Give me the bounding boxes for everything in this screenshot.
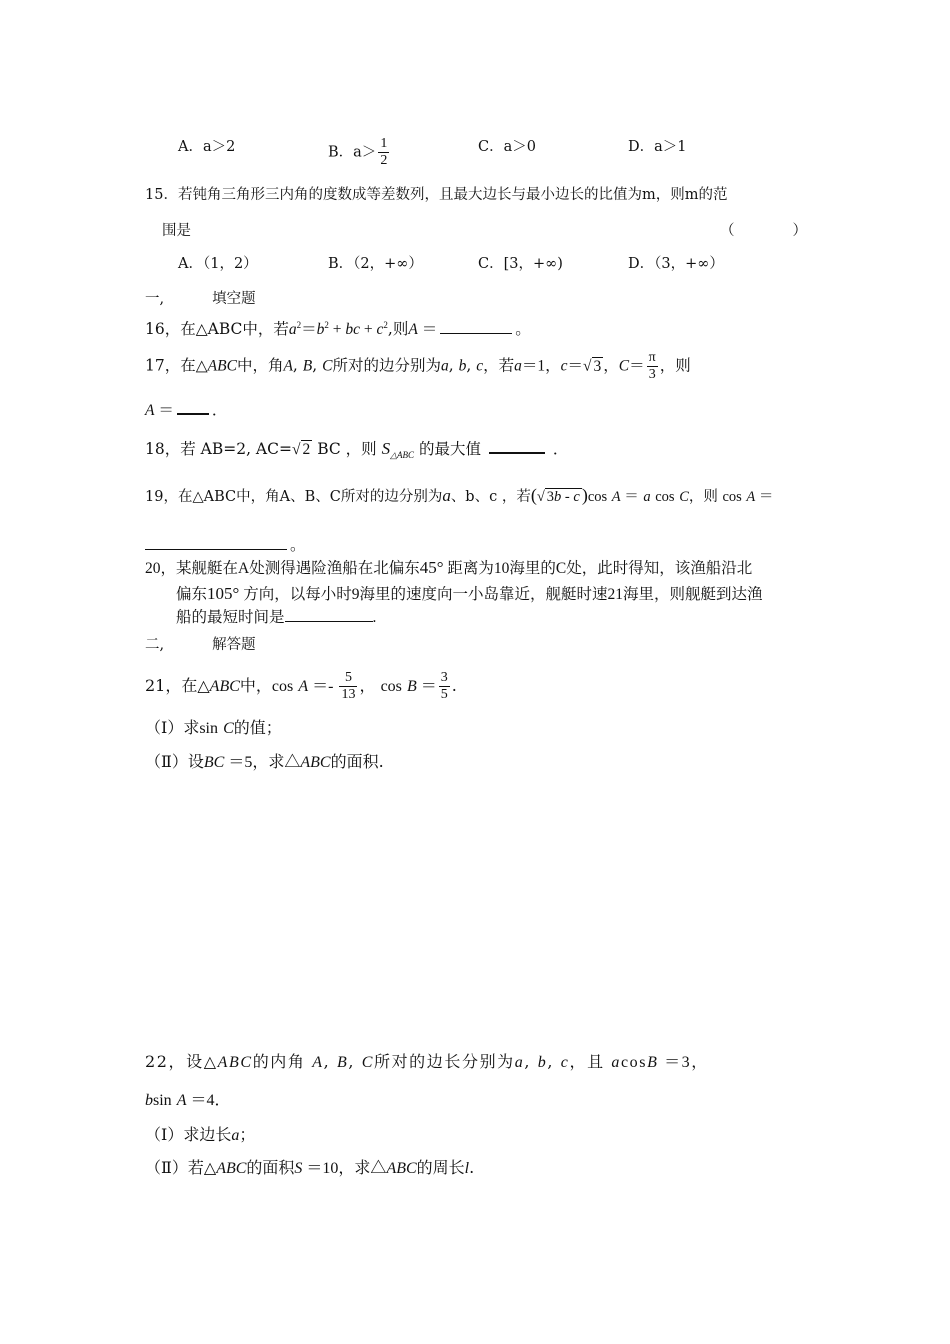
q15-option-d: D．（3，+∞）	[628, 256, 724, 272]
q14-option-b: B．a＞ $\frac{1}{2}$	[328, 136, 388, 168]
q20-line1: 20，某舰艇在A处测得遇险渔船在北偏东45° 距离为10海里的C处，此时得知，该渔船沿北	[145, 558, 753, 577]
answer-blank	[177, 412, 209, 415]
answer-blank	[440, 332, 512, 334]
q17-line2: A ＝ ．	[145, 401, 228, 419]
q19-line1: 19，在△ABC中，角A、B、C所对的边分别为a、b、c ，若(√ 3b - c )cos A ＝ a cos C，则 cos A ＝	[145, 485, 774, 505]
answer-blank	[145, 548, 287, 550]
q15-option-c: C．[3，+∞)	[478, 256, 563, 272]
q20-line2: 偏东105° 方向，以每小时9海里的速度向一小岛靠近，舰艇时速21海里，则舰艇到达渔	[176, 584, 763, 603]
q21-part1: （Ⅰ）求sin C的值；	[145, 718, 282, 737]
fraction-pi-over-three: $\frac{\pi}{3}$	[648, 350, 656, 382]
q14-option-d: D．a＞1	[628, 139, 687, 155]
q21-part2: （Ⅱ）设BC ＝5，求△ABC的面积.	[145, 752, 384, 771]
q18-line: 18，若 AB=2, AC=√ 2 BC ，则 $S_{\triangle ABC}$ 的最大值 ．	[145, 439, 569, 461]
q21-line: 21，在△ABC中，cos A ＝- $\frac{5}{13}$ ， cos B ＝ $\frac{3}{5}$ .	[145, 670, 457, 702]
section-fill-in-heading: 一, 填空题	[145, 291, 256, 307]
q22-line1: 22，设△ABC的内角 A, B, C所对的边长分别为a, b, c，且 acosB ＝3，	[145, 1052, 709, 1071]
q22-part1: （Ⅰ）求边长a；	[145, 1125, 256, 1144]
q14-option-a: A．a＞2	[178, 139, 236, 155]
fraction-5-13: $\frac{5}{13}$	[341, 670, 356, 702]
sqrt-three: √ 3	[583, 357, 602, 375]
sqrt-two: √ 2	[291, 441, 311, 458]
answer-blank	[285, 620, 373, 622]
q22-line2: bsin A ＝4．	[145, 1092, 231, 1109]
q15-line2: 围是	[162, 223, 191, 239]
q15-answer-paren: （ ）	[720, 223, 807, 239]
q15-option-a: A．（1，2）	[178, 256, 258, 272]
q15-option-b: B．（2，+∞）	[328, 256, 423, 272]
fraction-3-5: $\frac{3}{5}$	[440, 670, 448, 702]
fraction-one-half: $\frac{1}{2}$	[380, 136, 388, 168]
q22-part2: （Ⅱ）若△ABC的面积S ＝10，求△ABC的周长l.	[145, 1158, 475, 1177]
q16-line: 16，在△ABC中，若$a^2=b^2$ + bc + $c^2$,则A ＝ 。	[145, 320, 531, 339]
section-answer-heading: 二, 解答题	[145, 637, 256, 653]
q15-line1: 15．若钝角三角形三内角的度数成等差数列，且最大边长与最小边长的比值为m，则m的范	[145, 187, 728, 203]
answer-blank	[489, 451, 545, 454]
q19-line2: 。	[145, 534, 306, 556]
q17-line1: 17，在△ABC中，角A, B, C所对的边分别为a, b, c，若a＝1，c＝√ 3 ，C＝ $\frac{\pi}{3}$ ，则	[145, 350, 691, 382]
q20-line3: 船的最短时间是 .	[176, 609, 377, 626]
q14-option-c: C．a＞0	[478, 139, 536, 155]
